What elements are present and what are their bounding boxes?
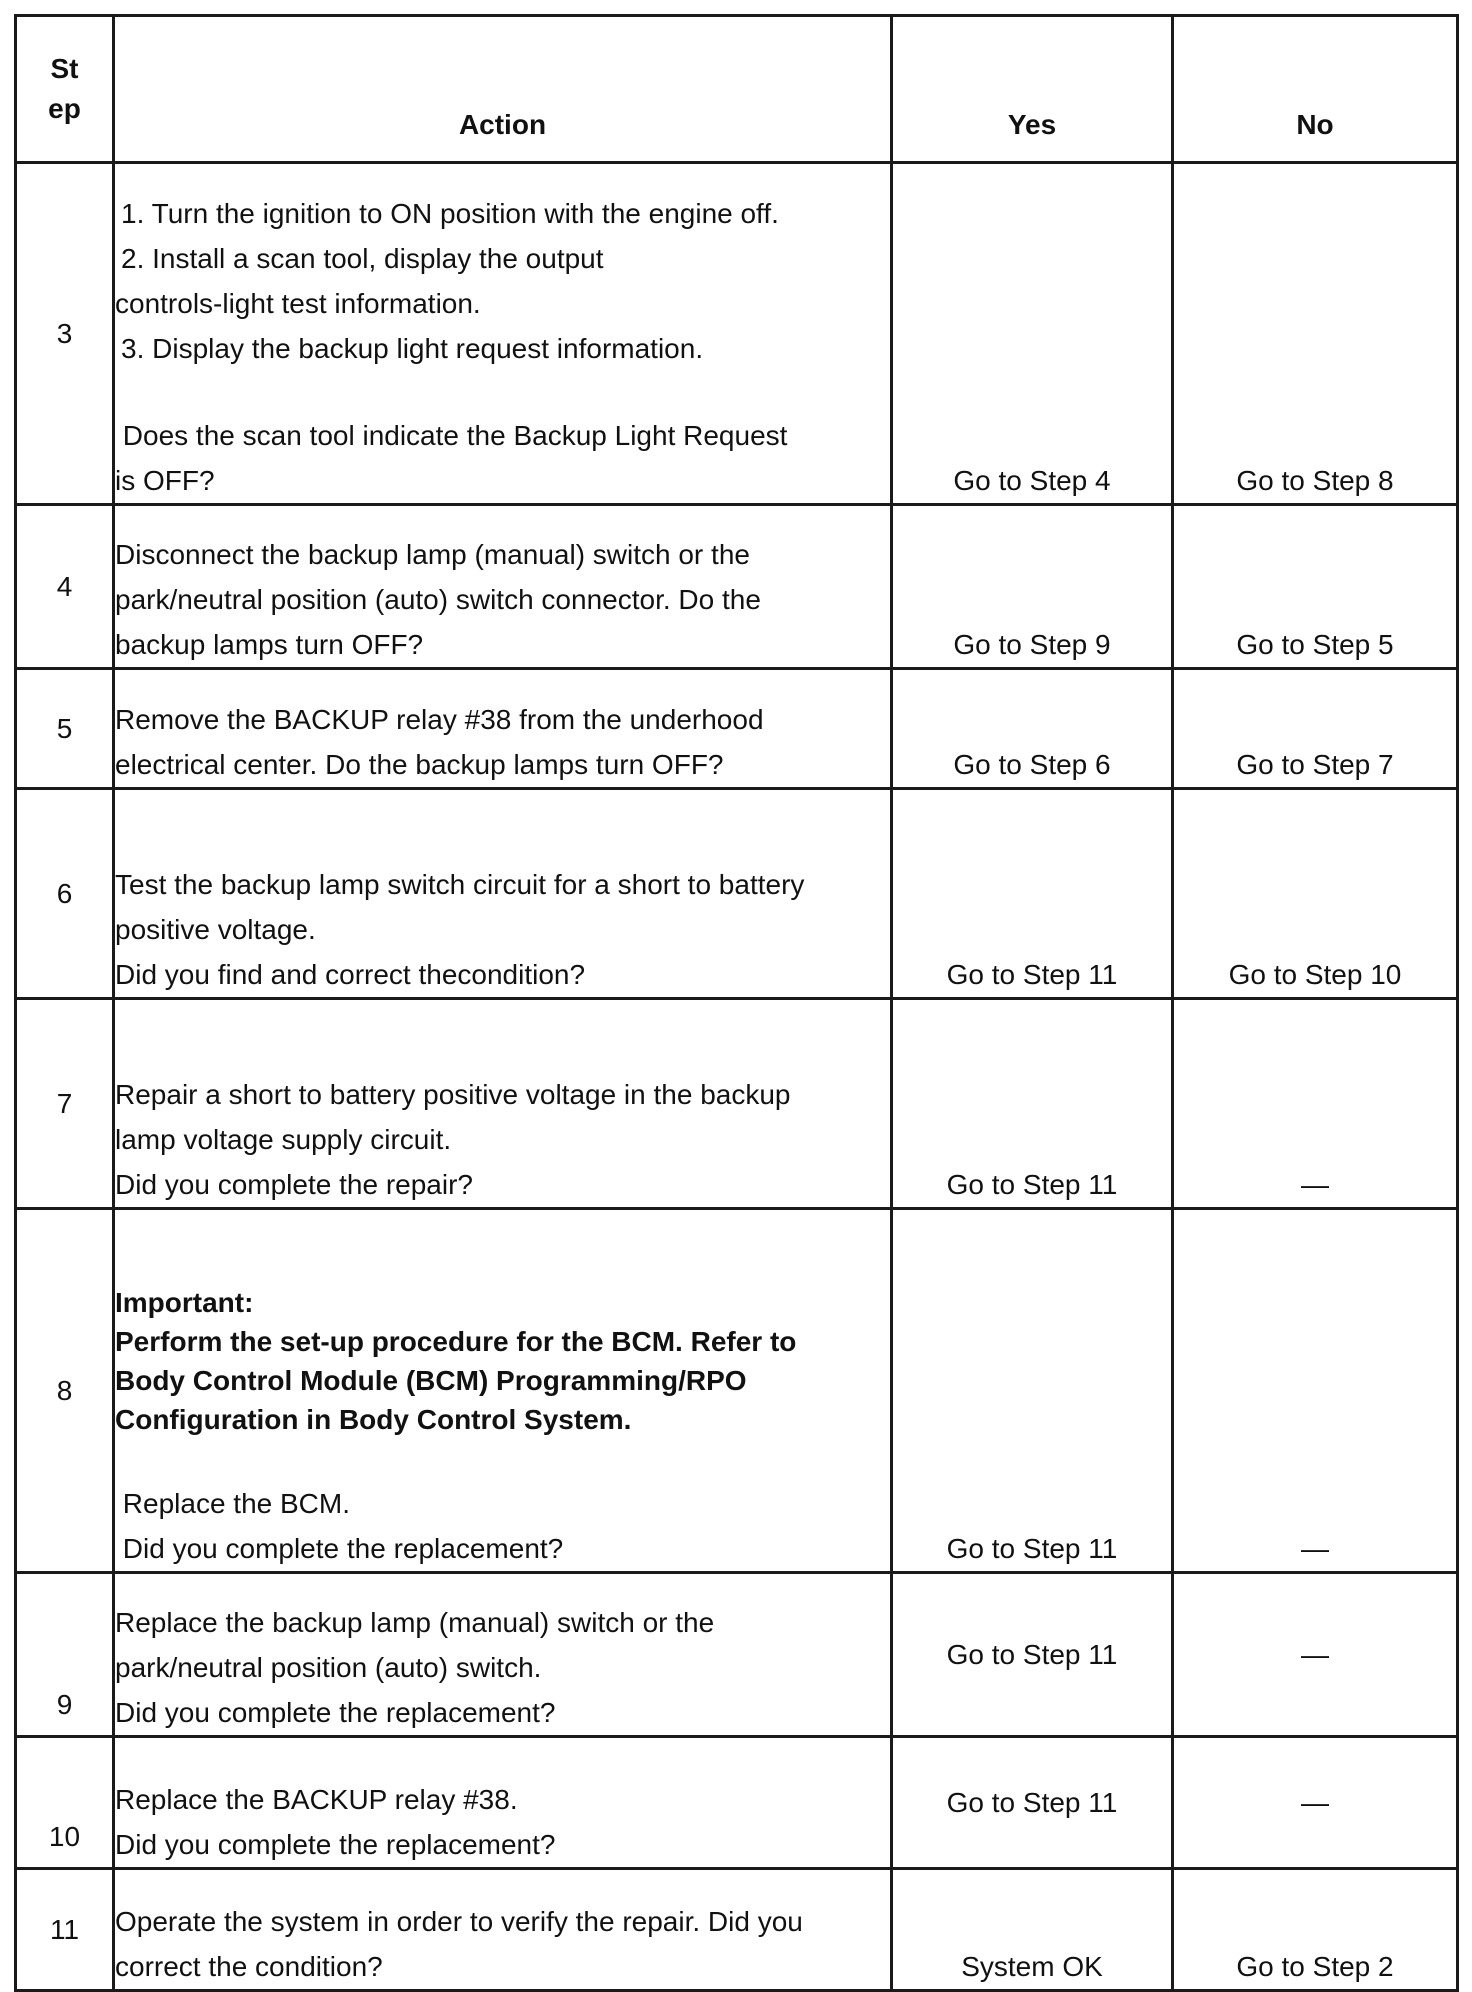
table-row bbox=[16, 789, 1458, 999]
no-cell: Go to Step 5 bbox=[1173, 505, 1458, 669]
no-cell: Go to Step 7 bbox=[1173, 669, 1458, 789]
table-row bbox=[16, 999, 1458, 1209]
step-number: 10 bbox=[16, 1737, 114, 1869]
table-row bbox=[16, 163, 1458, 505]
header-no: No bbox=[1173, 16, 1458, 163]
no-cell: Go to Step 2 bbox=[1173, 1869, 1458, 1991]
header-row bbox=[16, 16, 1458, 163]
step-number: 8 bbox=[16, 1209, 114, 1573]
step-number: 5 bbox=[16, 669, 114, 789]
step-number: 9 bbox=[16, 1573, 114, 1737]
action-cell: Remove the BACKUP relay #38 from the underhood electrical center. Do the backup lamps turn OFF? bbox=[114, 669, 892, 789]
no-cell: — bbox=[1173, 1737, 1458, 1869]
yes-cell: Go to Step 11 bbox=[892, 789, 1173, 999]
no-cell: Go to Step 8 bbox=[1173, 163, 1458, 505]
yes-cell: Go to Step 11 bbox=[892, 999, 1173, 1209]
table-row bbox=[16, 669, 1458, 789]
table-row bbox=[16, 1573, 1458, 1737]
step-number: 4 bbox=[16, 505, 114, 669]
yes-cell: Go to Step 11 bbox=[892, 1573, 1173, 1737]
table-row bbox=[16, 1737, 1458, 1869]
table-row bbox=[16, 505, 1458, 669]
action-cell: Operate the system in order to verify the repair. Did you correct the condition? bbox=[114, 1869, 892, 1991]
step-number: 11 bbox=[16, 1869, 114, 1991]
header-yes: Yes bbox=[892, 16, 1173, 163]
step-number: 7 bbox=[16, 999, 114, 1209]
action-cell: 1. Turn the ignition to ON position with the engine off. 2. Install a scan tool, display the output controls-light test information. 3. Display the backup light request information. Does the scan tool indicate the Backup Light Request is OFF? bbox=[114, 163, 892, 505]
yes-cell: System OK bbox=[892, 1869, 1173, 1991]
header-step: St ep bbox=[16, 16, 114, 163]
action-cell: Replace the backup lamp (manual) switch or the park/neutral position (auto) switch. Did you complete the replacement? bbox=[114, 1573, 892, 1737]
no-cell: — bbox=[1173, 999, 1458, 1209]
yes-cell: Go to Step 9 bbox=[892, 505, 1173, 669]
action-cell: Disconnect the backup lamp (manual) switch or the park/neutral position (auto) switch connector. Do the backup lamps turn OFF? bbox=[114, 505, 892, 669]
no-cell: — bbox=[1173, 1209, 1458, 1573]
yes-cell: Go to Step 11 bbox=[892, 1209, 1173, 1573]
important-label: Important: bbox=[115, 1287, 254, 1318]
action-cell: Test the backup lamp switch circuit for a short to battery positive voltage. Did you find and correct thecondition? bbox=[114, 789, 892, 999]
action-cell: Replace the BACKUP relay #38. Did you complete the replacement? bbox=[114, 1737, 892, 1869]
header-action: Action bbox=[114, 16, 892, 163]
no-cell: — bbox=[1173, 1573, 1458, 1737]
step-number: 6 bbox=[16, 789, 114, 999]
action-cell: Repair a short to battery positive voltage in the backup lamp voltage supply circuit. Did you complete the repair? bbox=[114, 999, 892, 1209]
table-row bbox=[16, 1869, 1458, 1991]
step-number: 3 bbox=[16, 163, 114, 505]
yes-cell: Go to Step 4 bbox=[892, 163, 1173, 505]
table-row bbox=[16, 1209, 1458, 1573]
no-cell: Go to Step 10 bbox=[1173, 789, 1458, 999]
action-cell: Important: Perform the set-up procedure for the BCM. Refer to Body Control Module (BCM) Programming/RPO Configuration in Body Control System. Replace the BCM. Did you complete the replacement? bbox=[114, 1209, 892, 1573]
yes-cell: Go to Step 11 bbox=[892, 1737, 1173, 1869]
diagnostic-table bbox=[14, 14, 1459, 1992]
yes-cell: Go to Step 6 bbox=[892, 669, 1173, 789]
